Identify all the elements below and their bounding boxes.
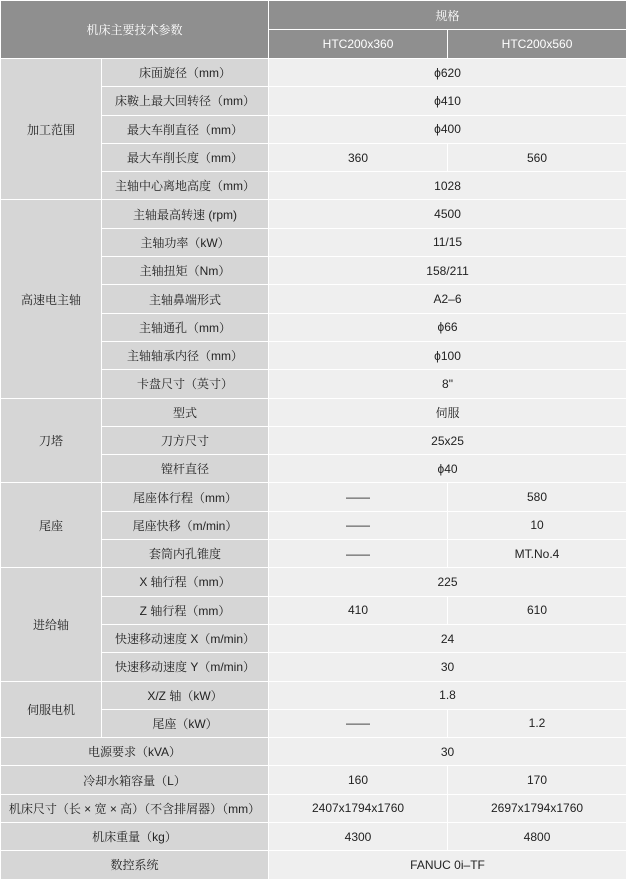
param-value: A2–6 <box>269 285 626 313</box>
category-cell: 加工范围 <box>1 59 102 200</box>
spec-title: 规格 <box>269 1 626 30</box>
param-value: FANUC 0i–TF <box>269 851 626 879</box>
param-label: 最大车削直径（mm） <box>102 115 269 143</box>
category-cell: 尾座 <box>1 483 102 568</box>
param-value-model-a: —— <box>269 511 448 539</box>
param-value: ϕ620 <box>269 59 626 87</box>
model-b-header: HTC200x560 <box>448 30 626 59</box>
param-label: 镗杆直径 <box>102 455 269 483</box>
param-value: 225 <box>269 568 626 596</box>
category-cell: 刀塔 <box>1 398 102 483</box>
param-label: 尾座（kW） <box>102 709 269 737</box>
param-label: 主轴通孔（mm） <box>102 313 269 341</box>
param-value: 1028 <box>269 172 626 200</box>
param-value-model-a: 360 <box>269 143 448 171</box>
param-label: X 轴行程（mm） <box>102 568 269 596</box>
param-label: 床面旋径（mm） <box>102 59 269 87</box>
category-cell: 进给轴 <box>1 568 102 681</box>
param-value-model-a: 4300 <box>269 823 448 851</box>
table-row <box>1 398 626 426</box>
table-row <box>1 200 626 228</box>
param-label: 最大车削长度（mm） <box>102 143 269 171</box>
param-value-model-b: 580 <box>448 483 626 511</box>
param-value: 伺服 <box>269 398 626 426</box>
param-value-model-b: 610 <box>448 596 626 624</box>
table-row <box>1 568 626 596</box>
table-row <box>1 59 626 87</box>
param-label: 机床重量（kg） <box>1 823 269 851</box>
param-value: 1.8 <box>269 681 626 709</box>
table-row <box>1 483 626 511</box>
param-label: 电源要求（kVA） <box>1 738 269 766</box>
category-cell: 伺服电机 <box>1 681 102 738</box>
param-value: 30 <box>269 653 626 681</box>
param-value: 4500 <box>269 200 626 228</box>
param-label: X/Z 轴（kW） <box>102 681 269 709</box>
param-value: ϕ410 <box>269 87 626 115</box>
param-value: 11/15 <box>269 228 626 256</box>
param-label: 卡盘尺寸（英寸） <box>102 370 269 398</box>
param-value: ϕ100 <box>269 341 626 369</box>
param-value: ϕ66 <box>269 313 626 341</box>
param-label: 尾座体行程（mm） <box>102 483 269 511</box>
param-label: 冷却水箱容量（L） <box>1 766 269 794</box>
param-label: 机床尺寸（长 × 宽 × 高）（不含排屑器）（mm） <box>1 794 269 822</box>
table-row <box>1 738 626 766</box>
param-value-model-a: —— <box>269 483 448 511</box>
param-value-model-a: 2407x1794x1760 <box>269 794 448 822</box>
param-label: 主轴功率（kW） <box>102 228 269 256</box>
param-value-model-b: 10 <box>448 511 626 539</box>
param-label: 主轴最高转速 (rpm) <box>102 200 269 228</box>
param-value-model-b: 4800 <box>448 823 626 851</box>
param-value-model-b: MT.No.4 <box>448 540 626 568</box>
table-body <box>1 59 626 880</box>
param-value-model-b: 2697x1794x1760 <box>448 794 626 822</box>
param-value: ϕ40 <box>269 455 626 483</box>
table-row <box>1 681 626 709</box>
param-label: 主轴鼻端形式 <box>102 285 269 313</box>
param-label: Z 轴行程（mm） <box>102 596 269 624</box>
param-label: 数控系统 <box>1 851 269 879</box>
param-value: ϕ400 <box>269 115 626 143</box>
param-value-model-a: —— <box>269 540 448 568</box>
table-header <box>1 1 626 59</box>
param-label: 主轴扭矩（Nm） <box>102 257 269 285</box>
model-a-header: HTC200x360 <box>269 30 448 59</box>
table-row <box>1 823 626 851</box>
param-value: 30 <box>269 738 626 766</box>
param-value: 24 <box>269 624 626 652</box>
param-label: 型式 <box>102 398 269 426</box>
param-value: 158/211 <box>269 257 626 285</box>
param-value-model-b: 560 <box>448 143 626 171</box>
param-label: 尾座快移（m/min） <box>102 511 269 539</box>
table-row <box>1 794 626 822</box>
param-value-model-b: 1.2 <box>448 709 626 737</box>
param-label: 快速移动速度 X（m/min） <box>102 624 269 652</box>
table-row <box>1 766 626 794</box>
param-value: 8" <box>269 370 626 398</box>
category-cell: 高速电主轴 <box>1 200 102 398</box>
param-label: 主轴轴承内径（mm） <box>102 341 269 369</box>
param-value-model-b: 170 <box>448 766 626 794</box>
param-label: 套筒内孔锥度 <box>102 540 269 568</box>
param-value-model-a: 160 <box>269 766 448 794</box>
params-title: 机床主要技术参数 <box>1 1 269 59</box>
param-label: 刀方尺寸 <box>102 426 269 454</box>
param-value: 25x25 <box>269 426 626 454</box>
param-label: 主轴中心离地高度（mm） <box>102 172 269 200</box>
param-value-model-a: 410 <box>269 596 448 624</box>
table-row <box>1 851 626 879</box>
param-label: 快速移动速度 Y（m/min） <box>102 653 269 681</box>
param-label: 床鞍上最大回转径（mm） <box>102 87 269 115</box>
param-value-model-a: —— <box>269 709 448 737</box>
